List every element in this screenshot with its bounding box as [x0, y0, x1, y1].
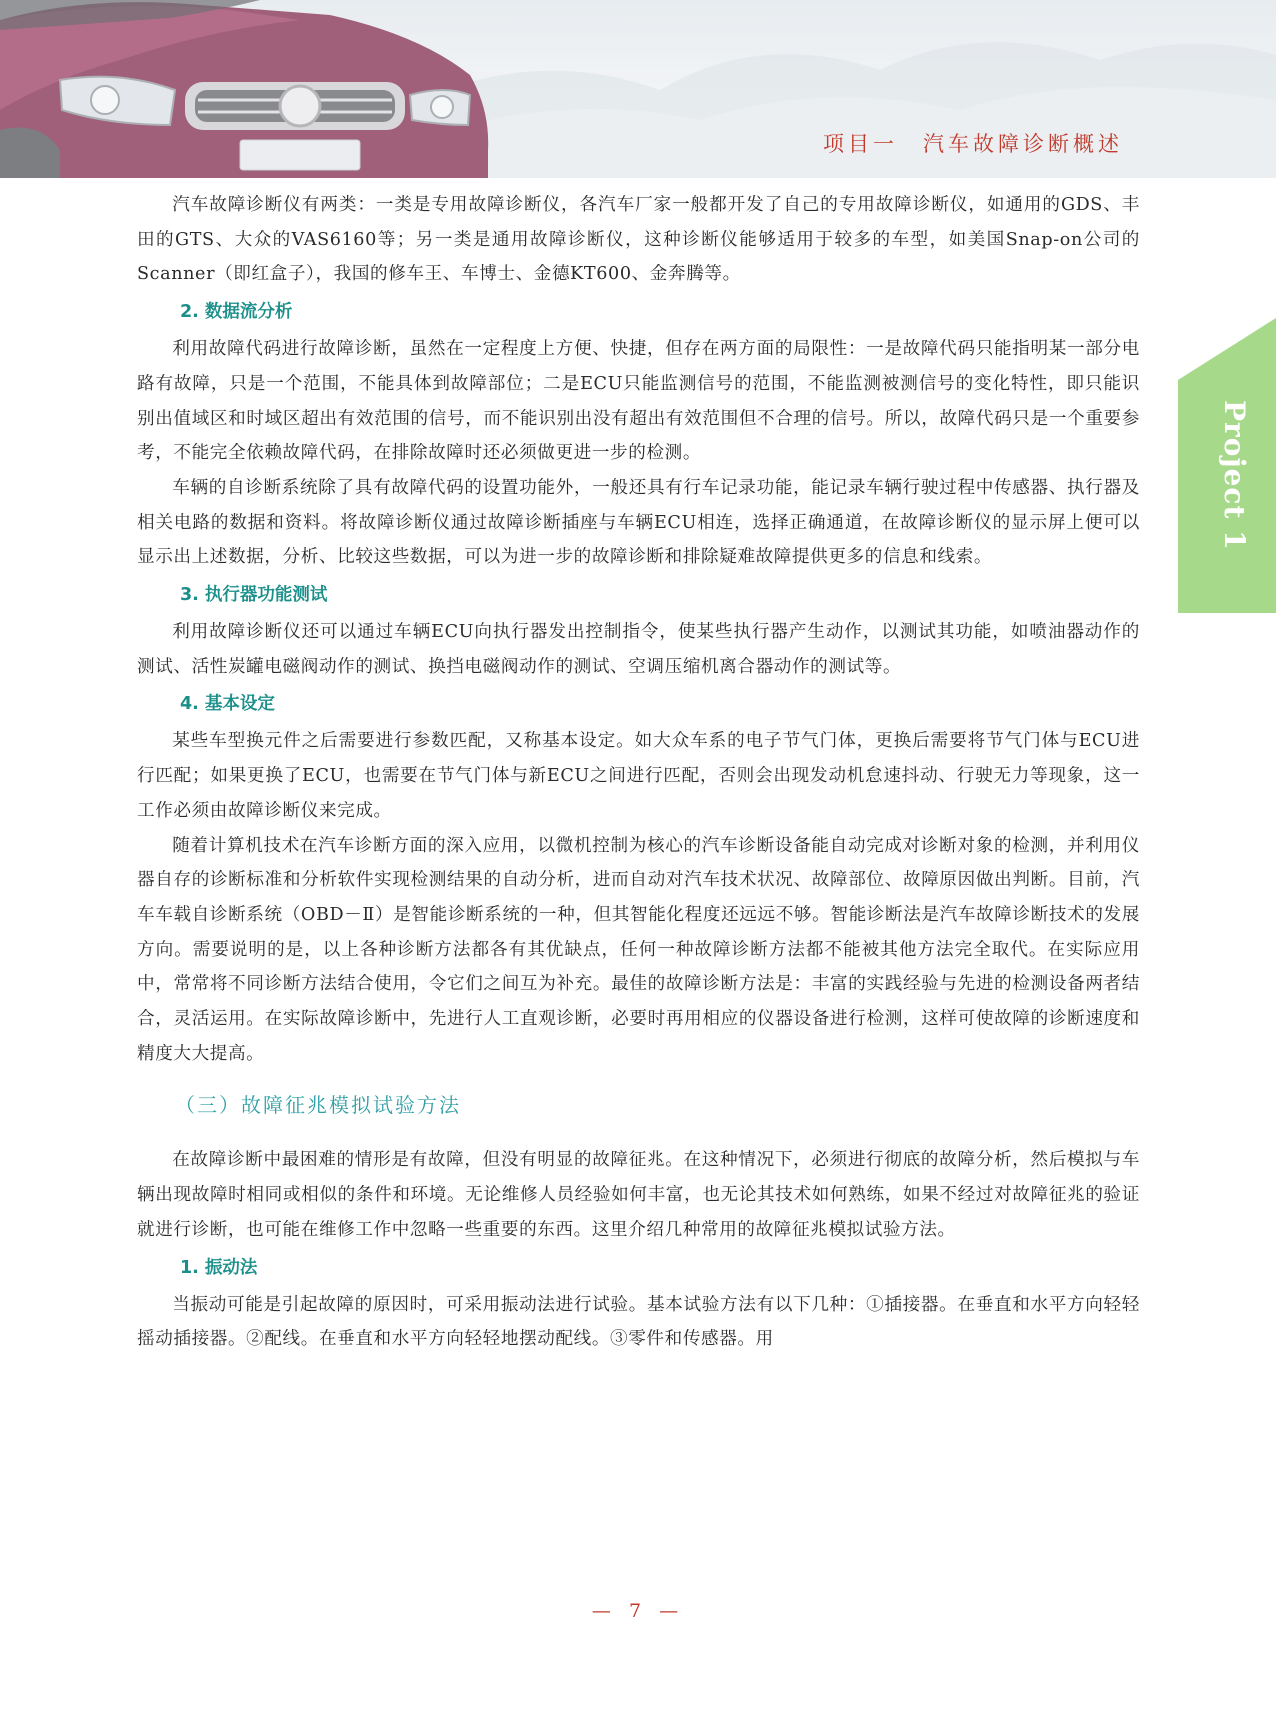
paragraph: 利用故障代码进行故障诊断，虽然在一定程度上方便、快捷，但存在两方面的局限性：一是故障代码只能指明某一部分电路有故障，只是一个范围，不能具体到故障部位；二是ECU只能监测信号的范围，不能监测被测信号的变化特性，即只能识别出值域区和时域区超出有效范围的信号，而不能识别出没有超出有效范围但不合理的信号。所以，故障代码只是一个重要参考，不能完全依赖故障代码，在排除故障时还必须做更进一步的检测。 — [137, 339, 1140, 464]
page-number: — 7 — — [591, 1600, 685, 1622]
subsection-heading: 2. 数据流分析 — [180, 302, 293, 323]
paragraph: 在故障诊断中最困难的情形是有故障，但没有明显的故障征兆。在这种情况下，必须进行彻底的故障分析，然后模拟与车辆出现故障时相同或相似的条件和环境。无论维修人员经验如何丰富，也无论其技术如何熟练，如果不经过对故障征兆的验证就进行诊断，也可能在维修工作中忽略一些重要的东西。这里介绍几种常用的故障征兆模拟试验方法。 — [137, 1150, 1140, 1240]
subsection-heading: 1. 振动法 — [180, 1257, 258, 1278]
subsection-heading: 3. 执行器功能测试 — [180, 585, 328, 606]
page-header — [0, 0, 1276, 178]
paragraph: 当振动可能是引起故障的原因时，可采用振动法进行试验。基本试验方法有以下几种：①插接器。在垂直和水平方向轻轻摇动插接器。②配线。在垂直和水平方向轻轻地摆动配线。③零件和传感器。用 — [137, 1294, 1140, 1350]
page-content — [137, 188, 1140, 1357]
subsection-heading: 4. 基本设定 — [180, 694, 275, 715]
paragraph: 随着计算机技术在汽车诊断方面的深入应用，以微机控制为核心的汽车诊断设备能自动完成对诊断对象的检测，并利用仪器自存的诊断标准和分析软件实现检测结果的自动分析，进而自动对汽车技术状况、故障部位、故障原因做出判断。目前，汽车车载自诊断系统（OBD－Ⅱ）是智能诊断系统的一种，但其智能化程度还远远不够。智能诊断法是汽车故障诊断技术的发展方向。需要说明的是，以上各种诊断方法都各有其优缺点，任何一种故障诊断方法都不能被其他方法完全取代。在实际应用中，常常将不同诊断方法结合使用，令它们之间互为补充。最佳的故障诊断方法是：丰富的实践经验与先进的检测设备两者结合，灵活运用。在实际故障诊断中，先进行人工直观诊断，必要时再用相应的仪器设备进行检测，这样可使故障的诊断速度和精度大大提高。 — [137, 835, 1140, 1064]
side-tab-label: Project 1 — [1218, 400, 1251, 551]
paragraph: 车辆的自诊断系统除了具有故障代码的设置功能外，一般还具有行车记录功能，能记录车辆行驶过程中传感器、执行器及相关电路的数据和资料。将故障诊断仪通过故障诊断插座与车辆ECU相连，选择正确通道，在故障诊断仪的显示屏上便可以显示出上述数据，分析、比较这些数据，可以为进一步的故障诊断和排除疑难故障提供更多的信息和线索。 — [137, 477, 1140, 568]
chapter-title: 项目一 汽车故障诊断概述 — [823, 132, 1123, 156]
paragraph: 汽车故障诊断仪有两类：一类是专用故障诊断仪，各汽车厂家一般都开发了自己的专用故障诊断仪，如通用的GDS、丰田的GTS、大众的VAS6160等；另一类是通用故障诊断仪，这种诊断仪能够适用于较多的车型，如美国Snap-on公司的Scanner（即红盒子），我国的修车王、车博士、金德KT600、金奔腾等。 — [137, 195, 1140, 285]
section-heading: （三）故障征兆模拟试验方法 — [175, 1093, 461, 1118]
paragraph: 利用故障诊断仪还可以通过车辆ECU向执行器发出控制指令，使某些执行器产生动作，以测试其功能，如喷油器动作的测试、活性炭罐电磁阀动作的测试、换挡电磁阀动作的测试、空调压缩机离合器动作的测试等。 — [137, 622, 1140, 677]
paragraph: 某些车型换元件之后需要进行参数匹配，又称基本设定。如大众车系的电子节气门体，更换后需要将节气门体与ECU进行匹配；如果更换了ECU，也需要在节气门体与新ECU之间进行匹配，否则会出现发动机怠速抖动、行驶无力等现象，这一工作必须由故障诊断仪来完成。 — [137, 731, 1140, 821]
